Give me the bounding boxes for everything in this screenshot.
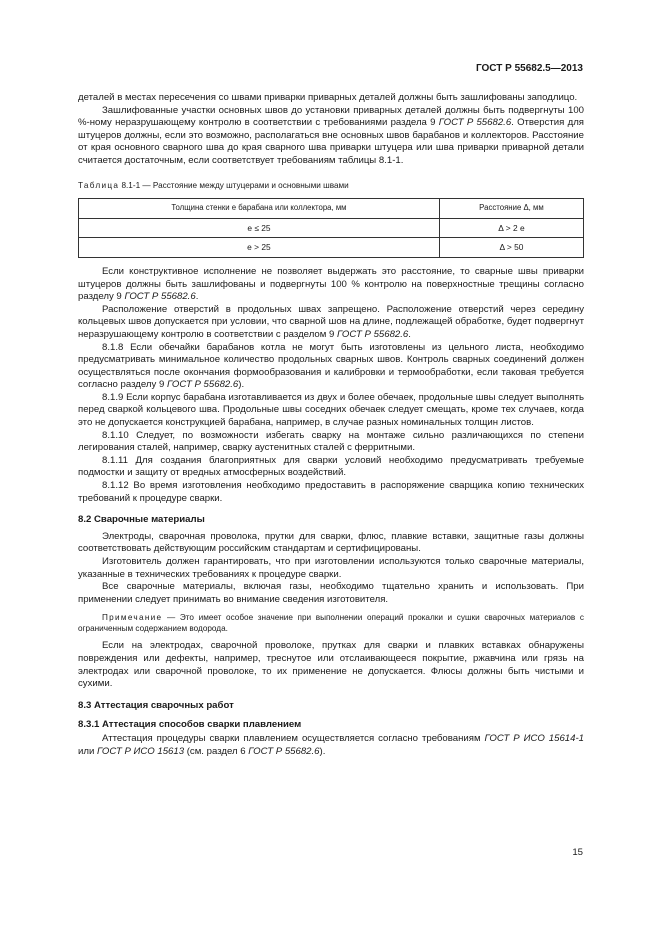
paragraph-design-constraint: Если конструктивное исполнение не позволяет выдержать это расстояние, то сварные швы приварки штуцеров должны быть зашлифованы и подвергнуты 100 % контролю на поверхностные трещины согласно разделу 9 ГОСТ Р 55682.6. (78, 265, 584, 303)
table-cell: Δ > 50 (439, 238, 583, 258)
section-8-2-paragraph: Электроды, сварочная проволока, прутки для сварки, флюс, плавкие вставки, защитные газы должны соответствовать действующим российским стандартам и сертифицированы. (78, 530, 584, 555)
clause-8-1-11: 8.1.11 Для создания благоприятных для сварки условий необходимо предусматривать требуемые подмостки и защиту от вредных атмосферных воздействий. (78, 454, 584, 479)
standard-reference: ГОСТ Р 55682.6 (438, 117, 512, 129)
clause-8-1-10: 8.1.10 Следует, по возможности избегать сварку на монтаже сильно различающихся по степени легирования сталей, например, сварку аустенитных сталей с ферритными. (78, 429, 584, 454)
section-8-2-paragraph: Изготовитель должен гарантировать, что при изготовлении используются только сварочные материалы, указанные в технических требованиях к процедуре сварки. (78, 556, 584, 580)
table-header-thickness: Толщина стенки e барабана или коллектора, мм (79, 199, 440, 219)
table-header-row (79, 199, 584, 219)
clause-8-1-9: 8.1.9 Если корпус барабана изготавливается из двух и более обечаек, продольные швы следует выполнять перед сваркой кольцевого шва. Продольные швы соседних обечаек следует смещать, кроме тех случаев, когда это не допускается конструкцией барабана, например, в случае разных номинальных толщин листов. (78, 391, 584, 429)
table-header-distance: Расстояние Δ, мм (439, 199, 583, 219)
table-caption: Таблица 8.1-1 — Расстояние между штуцерами и основными швами (78, 180, 349, 190)
standard-reference: ГОСТ Р ИСО 15613 (96, 745, 185, 757)
paragraph-ground-sections: Зашлифованные участки основных швов до установки приварных деталей должны быть подвергнуты 100 %-ному неразрушающему контролю в соответствии с требованиями раздела 9 ГОСТ Р 55682.6. Отверстия для штуцеров должны, если это возможно, располагаться вне основных швов барабанов и коллекторов. Расстояние от края основного сварного шва до края сварного шва приварки штуцера или шва приварки приварной детали считается достаточным, если соответствует требованиям таблицы 8.1-1. (78, 104, 584, 166)
standard-reference: ГОСТ Р 55682.6 (337, 328, 409, 340)
page-number: 15 (572, 847, 583, 858)
clause-8-1-8: 8.1.8 Если обечайки барабанов котла не могут быть изготовлены из цельного листа, необходимо предусматривать минимальное количество продольных сварных швов. Контроль сварных соединений должен осуществляться после окончания формообразования и калибровки и термообработки, если таковая требуется согласно разделу 9 ГОСТ Р 55682.6). (78, 341, 584, 391)
paragraph-continuation: деталей в местах пересечения со швами приварки приварных деталей должны быть зашлифованы заподлицо. (78, 92, 578, 103)
clause-8-1-12: 8.1.12 Во время изготовления необходимо предоставить в распоряжение сварщика копию технических требований к процедуре сварки. (78, 480, 584, 504)
table-row (79, 218, 584, 238)
standard-reference: ГОСТ Р 55682.6 (124, 291, 196, 303)
document-body (78, 92, 584, 758)
section-8-2-paragraph: Все сварочные материалы, включая газы, необходимо тщательно хранить и использовать. При применении следует принимать во внимание сведения изготовителя. (78, 581, 584, 605)
section-8-2-title: 8.2 Сварочные материалы (78, 514, 205, 526)
table-cell: e > 25 (79, 238, 440, 258)
section-8-3-title: 8.3 Аттестация сварочных работ (78, 699, 234, 711)
document-code-header: ГОСТ Р 55682.5—2013 (475, 63, 583, 74)
distance-table (78, 198, 584, 258)
subsection-8-3-1-title: 8.3.1 Аттестация способов сварки плавлением (78, 719, 302, 731)
section-8-2-paragraph: Если на электродах, сварочной проволоке, прутках для сварки и плавких вставках обнаружены повреждения или дефекты, например, треснутое или отслаивающееся покрытие, ржавчина или грязь на электродах или сварочной проволоке, то их применение не допускается. Флюсы должны быть чистыми и сухими. (78, 640, 584, 690)
standard-reference: ГОСТ Р 55682.6 (248, 745, 320, 757)
standard-reference: ГОСТ Р 55682.6 (167, 379, 239, 391)
table-cell: Δ > 2 e (439, 218, 583, 238)
subsection-8-3-1-paragraph: Аттестация процедуры сварки плавлением осуществляется согласно требованиям ГОСТ Р ИСО 15614-1 или ГОСТ Р ИСО 15613 (см. раздел 6 ГОСТ Р 55682.6). (78, 732, 584, 757)
standard-reference: ГОСТ Р ИСО 15614-1 (484, 732, 584, 744)
paragraph-hole-location: Расположение отверстий в продольных швах запрещено. Расположение отверстий через середину кольцевых швов допускается при условии, что сварной шов на длине, подлежащей обработке, будет подвергнут неразрушающему контролю в соответствии с разделом 9 ГОСТ Р 55682.6. (78, 303, 584, 340)
note: Примечание — Это имеет особое значение при выполнении операций прокалки и сушки сварочных материалов с ограниченным содержанием водорода. (78, 613, 584, 634)
table-row (79, 238, 584, 258)
table-cell: e ≤ 25 (79, 218, 440, 238)
